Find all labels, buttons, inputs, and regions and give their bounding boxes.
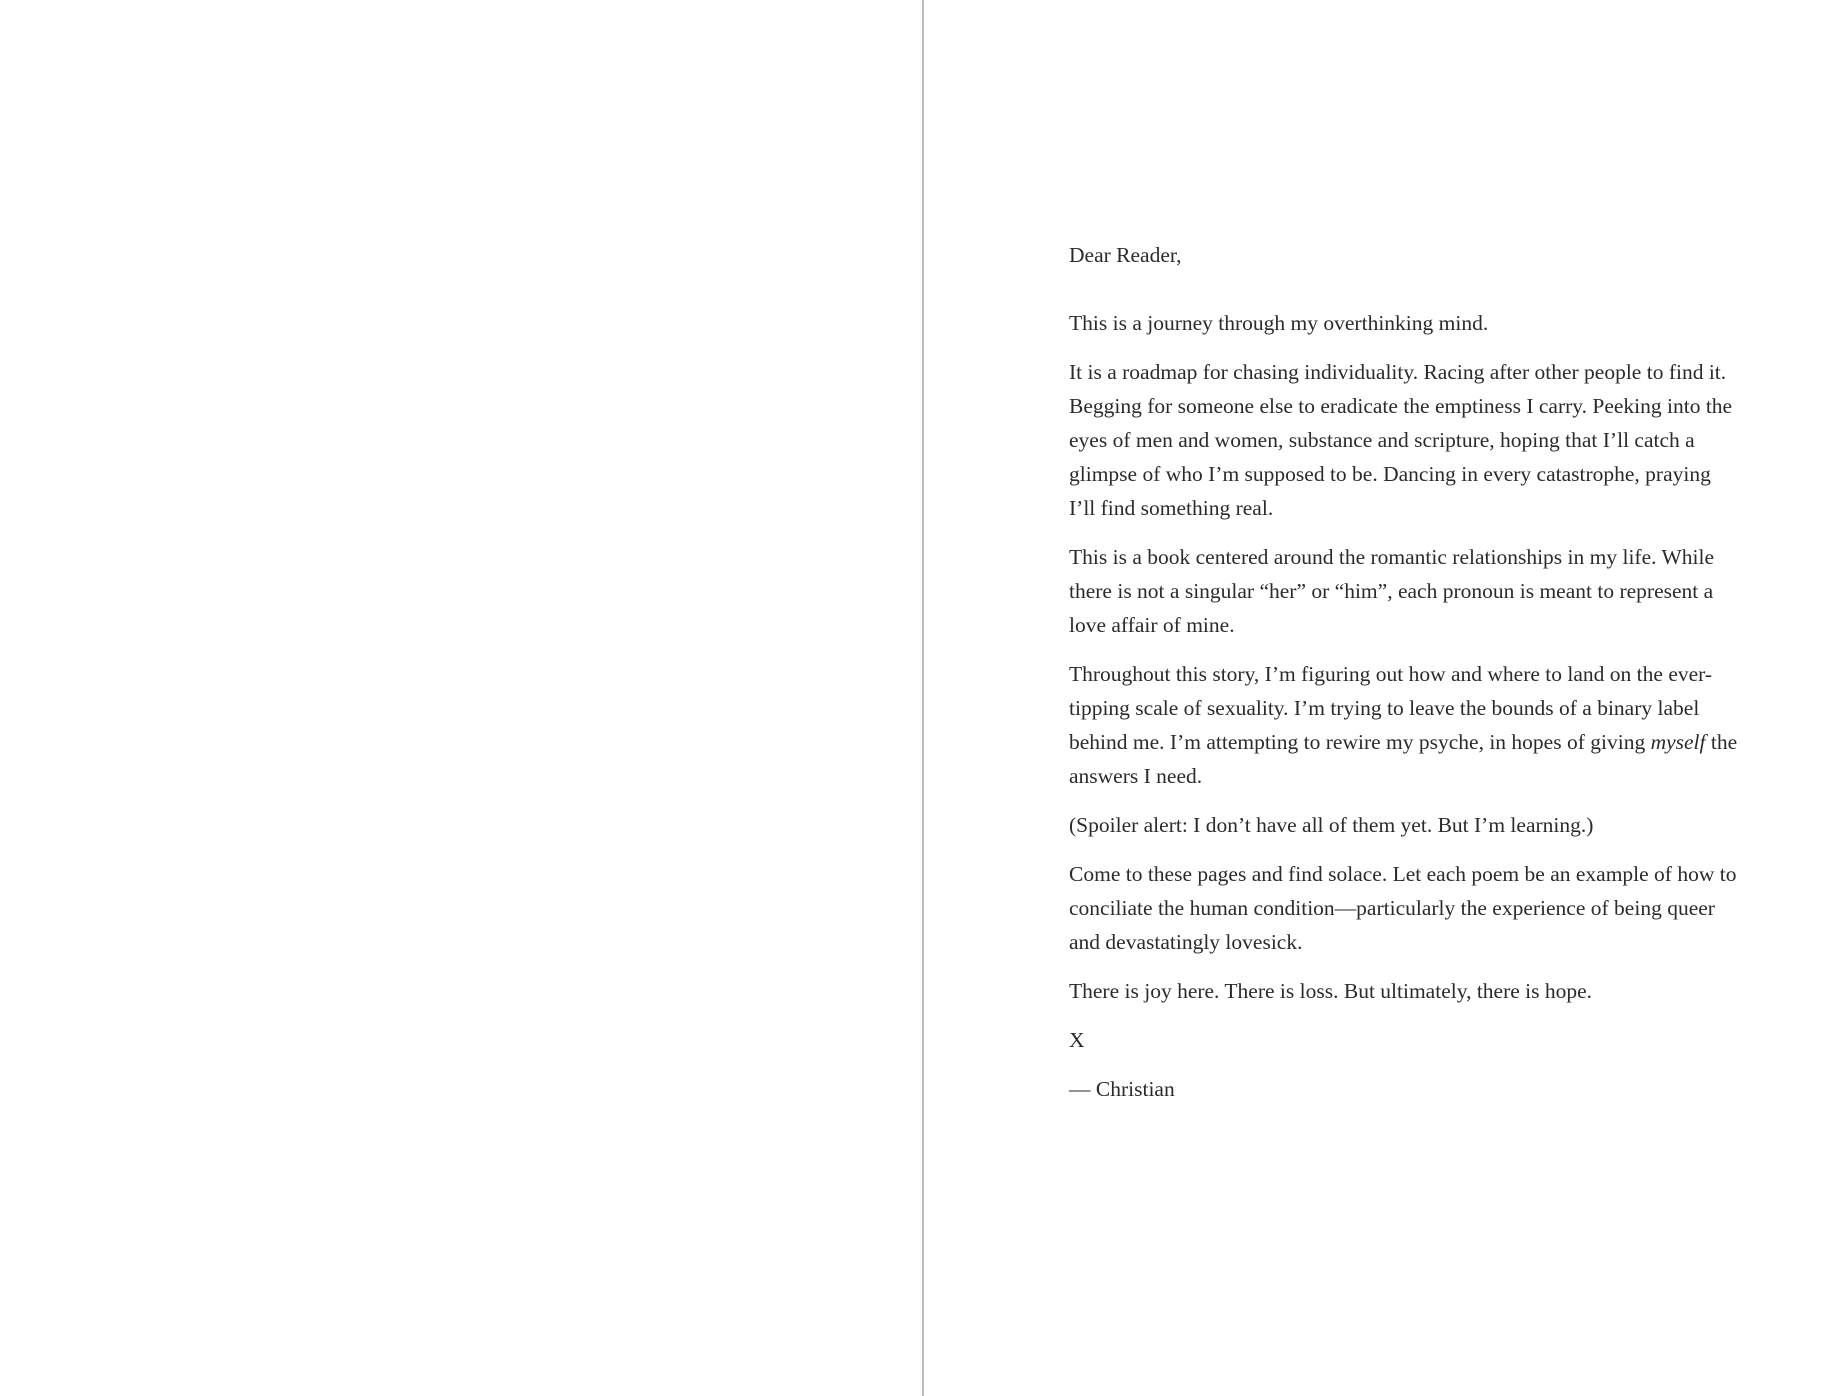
letter-paragraph-7: There is joy here. There is loss. But ultimately, there is hope.: [1069, 979, 1593, 1003]
right-page: [924, 0, 1833, 1396]
letter-paragraph-4-start: Throughout this story, I’m figuring out how and where to land on the ever-tipping scale of sexuality. I’m trying to leave the bounds of a binary label behind me. I’m attempting to rewire my psyche, in hopes of giving: [1069, 662, 1713, 754]
letter-paragraph-1: This is a journey through my overthinking mind.: [1069, 311, 1489, 335]
letter-paragraph-5: (Spoiler alert: I don’t have all of them yet. But I’m learning.): [1069, 813, 1594, 837]
letter-paragraph-2: It is a roadmap for chasing individuality. Racing after other people to find it. Begging for someone else to eradicate the emptiness I carry. Peeking into the eyes of men and women, substance and scripture, hoping that I’ll catch a glimpse of who I’m supposed to be. Dancing in every catastrophe, praying I’ll find something real.: [1069, 360, 1733, 520]
letter-paragraph-4-emphasis: myself: [1650, 730, 1706, 754]
letter-paragraph-3: This is a book centered around the romantic relationships in my life. While there is not a singular “her” or “him”, each pronoun is meant to represent a love affair of mine.: [1069, 545, 1715, 637]
letter-paragraph-4-end: the answers I need.: [1069, 730, 1738, 788]
letter-paragraph-4: [1069, 657, 1739, 793]
dear-reader-letter: [1069, 238, 1739, 1121]
letter-signature: — Christian: [1069, 1077, 1175, 1101]
letter-salutation: Dear Reader,: [1069, 243, 1182, 267]
letter-paragraph-6: Come to these pages and find solace. Let each poem be an example of how to conciliate the human condition—particularly the experience of being queer and devastatingly lovesick.: [1069, 862, 1737, 954]
letter-kiss: X: [1069, 1028, 1085, 1052]
